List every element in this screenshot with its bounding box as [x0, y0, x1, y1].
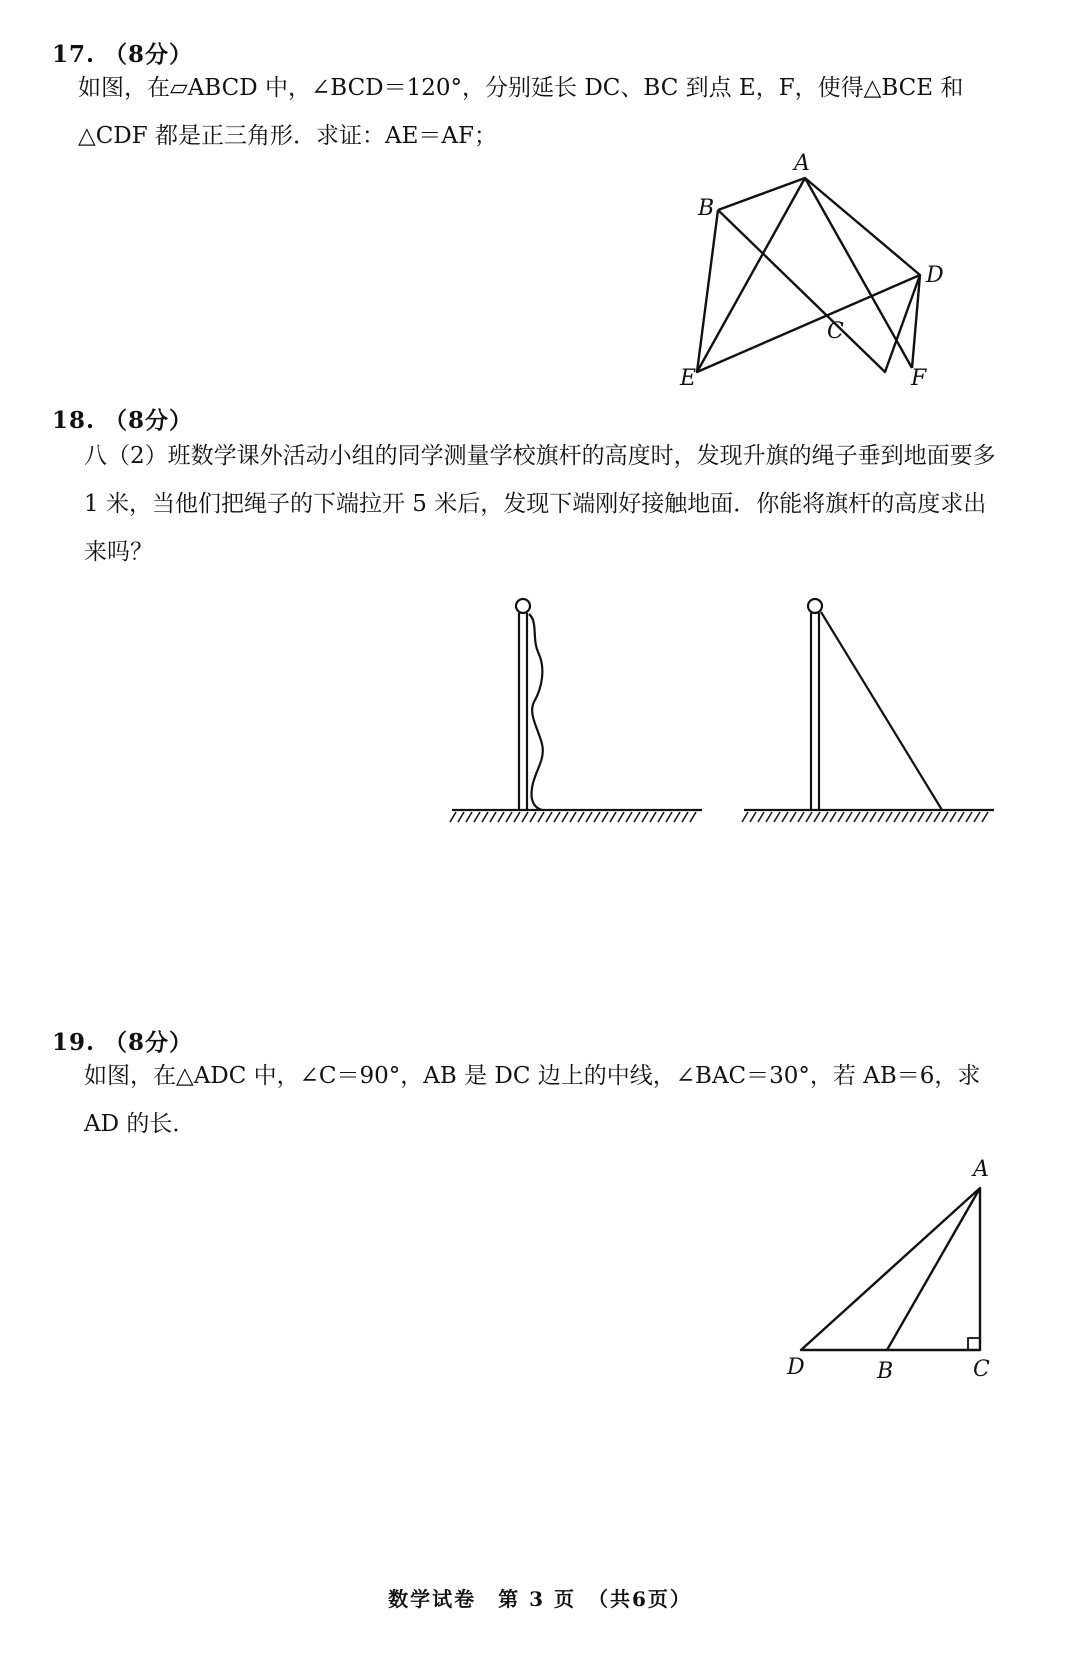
q18-text: 八（2）班数学课外活动小组的同学测量学校旗杆的高度时，发现升旗的绳子垂到地面要多 1 米，当他们把绳子的下端拉开 5 米后，发现下端刚好接触地面．你能将旗杆的高度求出来吗？ [84, 443, 996, 565]
segment-af [805, 178, 912, 368]
q17-label-e: E [680, 366, 697, 391]
q17-label-a: A [794, 151, 810, 176]
triangle-edges-bed [697, 210, 920, 372]
flagpole-top-ball [808, 599, 822, 613]
ground-hatching [450, 812, 696, 822]
parallelogram-abcd [718, 178, 920, 372]
q18-figure-hanging-rope [450, 590, 705, 825]
right-angle-mark [968, 1338, 980, 1350]
q19-label-c: C [973, 1357, 990, 1382]
triangle-adc [801, 1188, 980, 1350]
q17-figure [680, 150, 970, 395]
q19-number: 19. [52, 1029, 96, 1056]
q18-figure-pulled-rope [742, 590, 997, 825]
q19-label-b: B [877, 1359, 894, 1384]
median-ab [887, 1188, 980, 1350]
q17-text: 如图，在▱ABCD 中，∠BCD＝120°，分别延长 DC、BC 到点 E，F，使得△BCE 和△CDF 都是正三角形．求证：AE＝AF； [78, 75, 964, 149]
hanging-rope [529, 614, 543, 810]
page-footer: 数学试卷 第 3 页 （共6页） [388, 1587, 692, 1611]
q19-label-a: A [973, 1157, 989, 1182]
q17-label-c: C [827, 319, 844, 344]
ground-hatching [742, 812, 988, 822]
q17-number: 17. [52, 41, 96, 68]
pulled-rope [821, 612, 942, 810]
q18-header [52, 402, 193, 435]
q19-score: （8分） [104, 1029, 194, 1056]
q17-label-b: B [698, 196, 715, 221]
q19-figure [775, 1150, 1015, 1384]
q19-text: 如图，在△ADC 中，∠C＝90°，AB 是 DC 边上的中线，∠BAC＝30°，若 AB＝6，求 AD 的长． [84, 1063, 981, 1137]
q17-score: （8分） [104, 41, 194, 68]
q17-label-d: D [926, 263, 944, 288]
q18-score: （8分） [104, 407, 194, 434]
q18-number: 18. [52, 407, 96, 434]
q19-label-d: D [787, 1355, 805, 1380]
q17-label-f: F [911, 366, 927, 391]
flagpole-top-ball [516, 599, 530, 613]
